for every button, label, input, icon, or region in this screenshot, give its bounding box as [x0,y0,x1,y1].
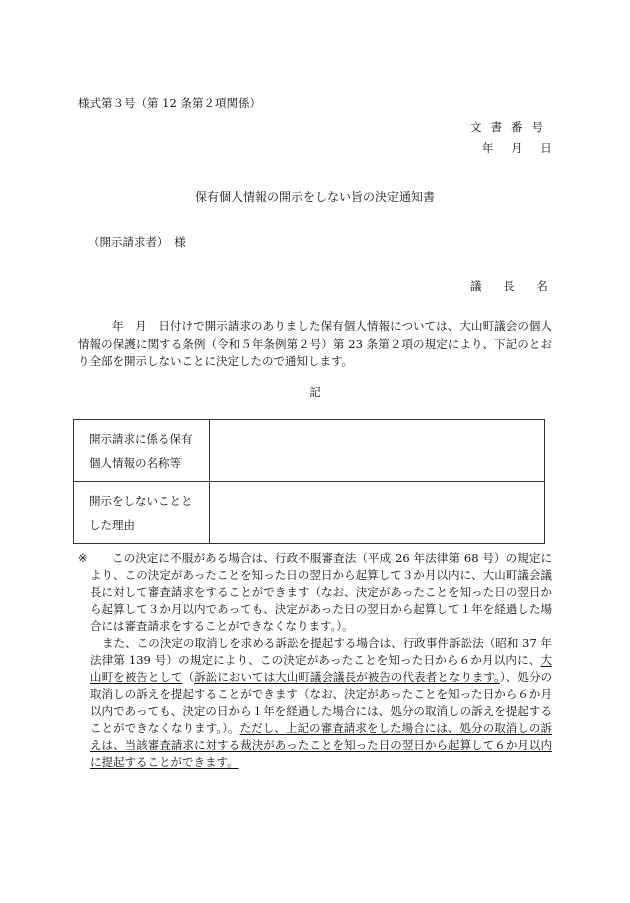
reason-value [210,482,545,544]
info-name-value [210,420,545,482]
addressee: （開示請求者） 様 [88,235,186,249]
representative-text: 訴訟においては大山町議会議長が被告の代表者となります。 [194,670,500,684]
notes-section [78,550,552,771]
lawsuit-text-a: また、この決定の取消しを求める訴訟を提起する場合は、行政事件訴訟法（昭和 37 年法律第 139 号）の規定により、この決定があったことを知った日から６か月以内に、 [90,636,552,667]
document-title: 保有個人情報の開示をしない旨の決定通知書 [194,190,435,204]
appeal-note: この決定に不服がある場合は、行政不服審査法（平成 26 年法律第 68 号）の規定により、この決定があったことを知った日の翌日から起算して３か月以内に、大山町議会議長に対して審査請求をすることができます（なお、決定があったことを知った日の翌日から起算して３か月以内であっても、決定があった日の翌日から起算して１年を経過した場合には審査請求をすることができなくなります。）。 [90,551,552,633]
table-row [74,482,545,544]
table-row [74,420,545,482]
note-mark: ※ [78,551,88,565]
reason-label: 開示をしないこととした理由 [74,482,210,544]
chair-name-label: 議 長 名 [470,279,548,293]
proviso-text: ただし、上記の審査請求をした場合には、処分の取消しの訴えは、当該審査請求に対する裁決があったことを知った日の翌日から起算して６か月以内に提起することができます。 [90,721,552,769]
ki-heading: 記 [309,385,321,399]
info-table [73,419,545,544]
notice-body: 年 月 日付けで開示請求のありました保有個人情報については、大山町議会の個人情報の保護に関する条例（令和５年条例第２号）第 23 条第２項の規定により、下記のとおり全部を開示しないことに決定したので通知します。 [78,319,552,368]
date-line: 年 月 日 [482,141,552,155]
lawsuit-text-b: （ [182,670,195,684]
info-name-label: 開示請求に係る保有個人情報の名称等 [74,420,210,482]
defendant-text: 大山町を被告として [90,653,552,684]
document-number-label: 文書番号 [470,120,552,134]
lawsuit-note [90,635,552,771]
form-number: 様式第３号（第 12 条第２項関係） [78,96,261,110]
lawsuit-text-c: ）、処分の取消しの訴えを提起することができます（なお、決定があったことを知った日から６か月以内であっても、決定の日から１年を経過した場合には、処分の取消しの訴えを提起することができなくなります。）。 [90,670,553,735]
